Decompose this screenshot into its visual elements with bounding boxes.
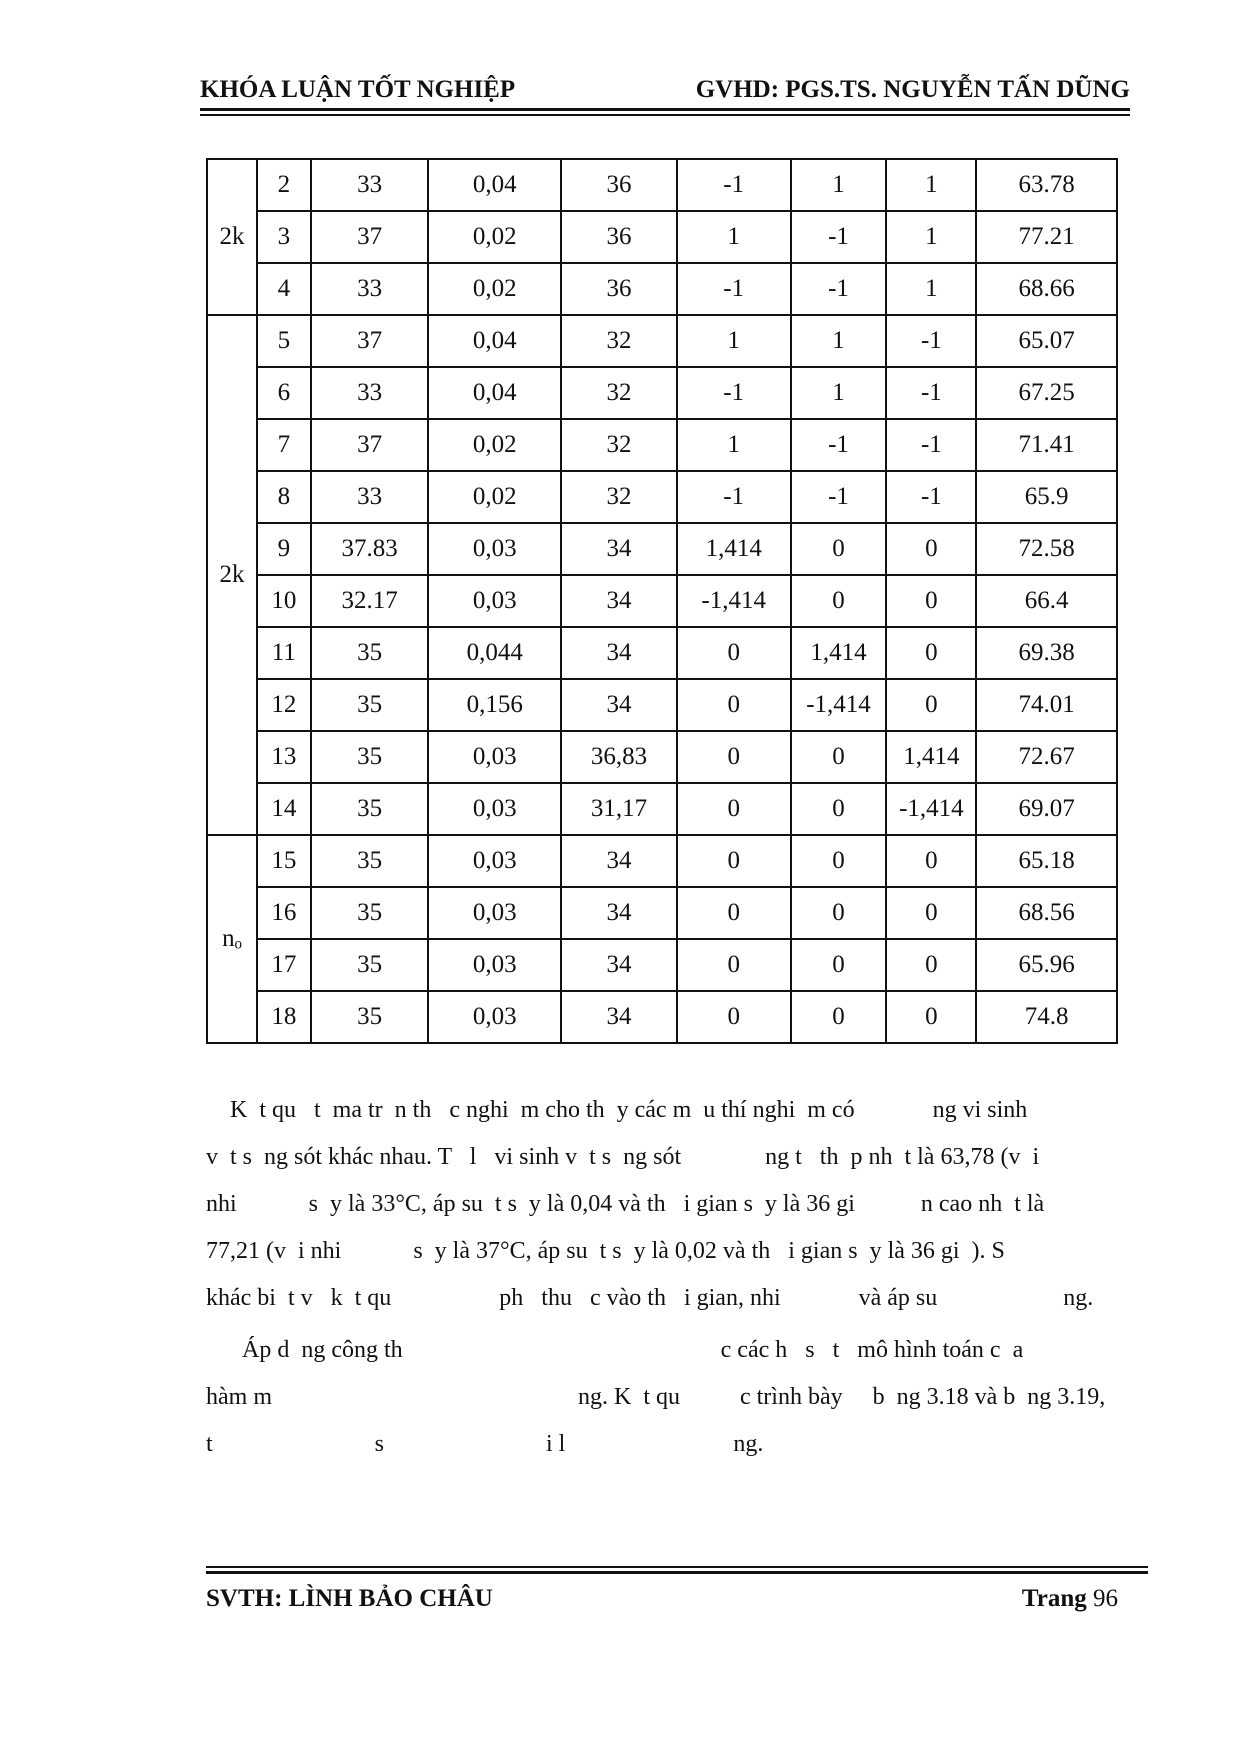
table-cell: 36 xyxy=(561,211,677,263)
table-cell: 3 xyxy=(257,211,311,263)
text-line: hàm m ng. K t qu c trình bày b ng 3.18 và b ng 3.19, xyxy=(206,1384,1106,1410)
table-cell: 0,04 xyxy=(428,159,561,211)
table-cell: 37 xyxy=(311,211,429,263)
table-cell: 16 xyxy=(257,887,311,939)
page-header xyxy=(200,76,1130,110)
table-cell: 65.96 xyxy=(976,939,1117,991)
table-cell: 0 xyxy=(677,627,791,679)
table-row xyxy=(207,315,1117,367)
table-cell: 0 xyxy=(791,523,887,575)
table-cell: 0 xyxy=(791,835,887,887)
table-cell: 0,04 xyxy=(428,315,561,367)
paragraph-results xyxy=(206,1087,1118,1322)
table-cell: 35 xyxy=(311,731,429,783)
table-cell: 77.21 xyxy=(976,211,1117,263)
table-row xyxy=(207,835,1117,887)
table-cell: 32 xyxy=(561,315,677,367)
table-cell: 0 xyxy=(677,887,791,939)
table-cell: 0 xyxy=(791,783,887,835)
table-cell: 1 xyxy=(886,211,976,263)
table-cell: 34 xyxy=(561,523,677,575)
table-cell: 31,17 xyxy=(561,783,677,835)
table-row xyxy=(207,367,1117,419)
table-cell: 34 xyxy=(561,679,677,731)
table-cell: 36 xyxy=(561,159,677,211)
table-cell: 0 xyxy=(677,835,791,887)
table-cell: 0 xyxy=(886,679,976,731)
table-cell: 34 xyxy=(561,939,677,991)
text-line: t s i l ng. xyxy=(206,1431,764,1457)
table-cell: 0 xyxy=(677,679,791,731)
table-row xyxy=(207,939,1117,991)
table-cell: 0 xyxy=(886,627,976,679)
table-cell: 36,83 xyxy=(561,731,677,783)
table-row xyxy=(207,731,1117,783)
table-cell: 1 xyxy=(886,263,976,315)
paragraph-model xyxy=(206,1327,1118,1468)
table-cell: 18 xyxy=(257,991,311,1043)
table-cell: 32 xyxy=(561,419,677,471)
table-cell: 0,03 xyxy=(428,887,561,939)
table-cell: 7 xyxy=(257,419,311,471)
page-footer xyxy=(206,1585,1118,1613)
table-cell: 34 xyxy=(561,835,677,887)
table-cell: 32.17 xyxy=(311,575,429,627)
table-cell: -1,414 xyxy=(791,679,887,731)
table-cell: 9 xyxy=(257,523,311,575)
table-cell: -1 xyxy=(791,471,887,523)
table-cell: 13 xyxy=(257,731,311,783)
table-cell: 12 xyxy=(257,679,311,731)
table-row xyxy=(207,575,1117,627)
table-cell: 1 xyxy=(677,315,791,367)
table-cell: 0 xyxy=(791,575,887,627)
footer-page-number: 96 xyxy=(1093,1585,1118,1612)
table-row xyxy=(207,523,1117,575)
table-cell: 32 xyxy=(561,471,677,523)
table-cell: -1 xyxy=(791,211,887,263)
group-label: 2k xyxy=(207,315,257,835)
table-cell: 0 xyxy=(886,575,976,627)
table-cell: 1 xyxy=(791,315,887,367)
table-cell: 0,03 xyxy=(428,835,561,887)
table-cell: 35 xyxy=(311,887,429,939)
table-cell: 35 xyxy=(311,783,429,835)
table-row xyxy=(207,159,1117,211)
table-cell: 0,02 xyxy=(428,263,561,315)
table-cell: 34 xyxy=(561,991,677,1043)
results-table xyxy=(206,158,1118,1044)
table-cell: 0 xyxy=(886,991,976,1043)
table-row xyxy=(207,679,1117,731)
table-cell: 5 xyxy=(257,315,311,367)
table-cell: 69.38 xyxy=(976,627,1117,679)
table-cell: 71.41 xyxy=(976,419,1117,471)
footer-page xyxy=(1022,1585,1118,1613)
table-cell: 1,414 xyxy=(677,523,791,575)
table-cell: 74.01 xyxy=(976,679,1117,731)
table-cell: 1,414 xyxy=(886,731,976,783)
table-cell: 10 xyxy=(257,575,311,627)
table-cell: -1 xyxy=(677,159,791,211)
table-cell: 4 xyxy=(257,263,311,315)
table-cell: 0,02 xyxy=(428,471,561,523)
table-cell: 0,03 xyxy=(428,523,561,575)
table-cell: 35 xyxy=(311,991,429,1043)
table-cell: -1,414 xyxy=(677,575,791,627)
table-cell: 2 xyxy=(257,159,311,211)
table-cell: 0 xyxy=(677,783,791,835)
table-cell: 15 xyxy=(257,835,311,887)
table-cell: 68.56 xyxy=(976,887,1117,939)
table-cell: 0,044 xyxy=(428,627,561,679)
table-cell: -1 xyxy=(791,263,887,315)
table-cell: 0 xyxy=(677,939,791,991)
text-line: Áp d ng công th c các h s t mô hình toán c a xyxy=(206,1337,1024,1363)
table-cell: 37 xyxy=(311,315,429,367)
table-cell: 0,03 xyxy=(428,991,561,1043)
table-cell: 33 xyxy=(311,263,429,315)
header-rule-top xyxy=(200,108,1130,111)
table-cell: 72.58 xyxy=(976,523,1117,575)
text-line: 77,21 (v i nhi s y là 37°C, áp su t s y là 0,02 và th i gian s y là 36 gi ). S xyxy=(206,1238,1005,1264)
table-cell: 1 xyxy=(791,159,887,211)
table-cell: 34 xyxy=(561,887,677,939)
table-cell: 0,02 xyxy=(428,211,561,263)
table-cell: 0 xyxy=(886,887,976,939)
text-line: nhi s y là 33°C, áp su t s y là 0,04 và th i gian s y là 36 gi n cao nh t là xyxy=(206,1191,1045,1217)
table-cell: 74.8 xyxy=(976,991,1117,1043)
table-cell: 36 xyxy=(561,263,677,315)
table-cell: 1 xyxy=(677,419,791,471)
table-cell: 72.67 xyxy=(976,731,1117,783)
table-cell: -1 xyxy=(791,419,887,471)
table-cell: 1 xyxy=(791,367,887,419)
table-row xyxy=(207,211,1117,263)
table-cell: 0,03 xyxy=(428,783,561,835)
table-cell: 0 xyxy=(791,991,887,1043)
table-cell: 33 xyxy=(311,159,429,211)
table-cell: 37.83 xyxy=(311,523,429,575)
table-cell: 1 xyxy=(886,159,976,211)
table-cell: 65.18 xyxy=(976,835,1117,887)
table-cell: 0,04 xyxy=(428,367,561,419)
table-cell: -1 xyxy=(886,367,976,419)
table-cell: 65.07 xyxy=(976,315,1117,367)
table-cell: -1 xyxy=(677,263,791,315)
table-row xyxy=(207,419,1117,471)
footer-student: SVTH: LÌNH BẢO CHÂU xyxy=(206,1585,493,1612)
header-advisor: GVHD: PGS.TS. NGUYỄN TẤN DŨNG xyxy=(695,76,1130,103)
table-row xyxy=(207,783,1117,835)
table-cell: 66.4 xyxy=(976,575,1117,627)
table-cell: 0 xyxy=(677,731,791,783)
table-row xyxy=(207,471,1117,523)
table-row xyxy=(207,887,1117,939)
footer-rule-bottom xyxy=(206,1571,1148,1574)
table-cell: 35 xyxy=(311,939,429,991)
table-cell: 33 xyxy=(311,367,429,419)
table-cell: 8 xyxy=(257,471,311,523)
table-row xyxy=(207,263,1117,315)
table-cell: 34 xyxy=(561,627,677,679)
table-cell: 0,03 xyxy=(428,575,561,627)
table-cell: 14 xyxy=(257,783,311,835)
table-cell: 17 xyxy=(257,939,311,991)
table-cell: 0 xyxy=(886,939,976,991)
table-cell: 0 xyxy=(677,991,791,1043)
table-cell: -1 xyxy=(677,367,791,419)
table-cell: 1 xyxy=(677,211,791,263)
table-cell: -1 xyxy=(886,471,976,523)
table-cell: 0,156 xyxy=(428,679,561,731)
footer-rule-top xyxy=(206,1566,1148,1568)
table-cell: -1 xyxy=(677,471,791,523)
table-cell: 32 xyxy=(561,367,677,419)
table-cell: 11 xyxy=(257,627,311,679)
table-row xyxy=(207,627,1117,679)
table-cell: 35 xyxy=(311,835,429,887)
table-cell: 35 xyxy=(311,679,429,731)
table-cell: 0 xyxy=(886,523,976,575)
table-cell: 35 xyxy=(311,627,429,679)
table-row xyxy=(207,991,1117,1043)
table-cell: 65.9 xyxy=(976,471,1117,523)
table-cell: 6 xyxy=(257,367,311,419)
table-cell: 0 xyxy=(886,835,976,887)
footer-page-label: Trang xyxy=(1021,1585,1087,1612)
table-cell: 67.25 xyxy=(976,367,1117,419)
table-cell: 34 xyxy=(561,575,677,627)
table-cell: 1,414 xyxy=(791,627,887,679)
table-cell: -1,414 xyxy=(886,783,976,835)
table-cell: 0 xyxy=(791,887,887,939)
table-cell: 0 xyxy=(791,939,887,991)
table-cell: -1 xyxy=(886,315,976,367)
text-line: K t qu t ma tr n th c nghi m cho th y các m u thí nghi m có ng vi sinh xyxy=(206,1097,1028,1123)
table-cell: 0,03 xyxy=(428,939,561,991)
header-title: KHÓA LUẬN TỐT NGHIỆP xyxy=(200,76,516,103)
header-rule-bottom xyxy=(200,114,1130,116)
group-label: nₒ xyxy=(207,835,257,1043)
table-cell: -1 xyxy=(886,419,976,471)
table-cell: 68.66 xyxy=(976,263,1117,315)
table-cell: 0 xyxy=(791,731,887,783)
text-line: khác bi t v k t qu ph thu c vào th i gian, nhi và áp su ng. xyxy=(206,1285,1094,1311)
text-line: v t s ng sót khác nhau. T l vi sinh v t s ng sót ng t th p nh t là 63,78 (v i xyxy=(206,1144,1040,1170)
table-cell: 63.78 xyxy=(976,159,1117,211)
table-cell: 0,02 xyxy=(428,419,561,471)
table-cell: 37 xyxy=(311,419,429,471)
table-cell: 69.07 xyxy=(976,783,1117,835)
group-label: 2k xyxy=(207,159,257,315)
table-cell: 33 xyxy=(311,471,429,523)
table-cell: 0,03 xyxy=(428,731,561,783)
